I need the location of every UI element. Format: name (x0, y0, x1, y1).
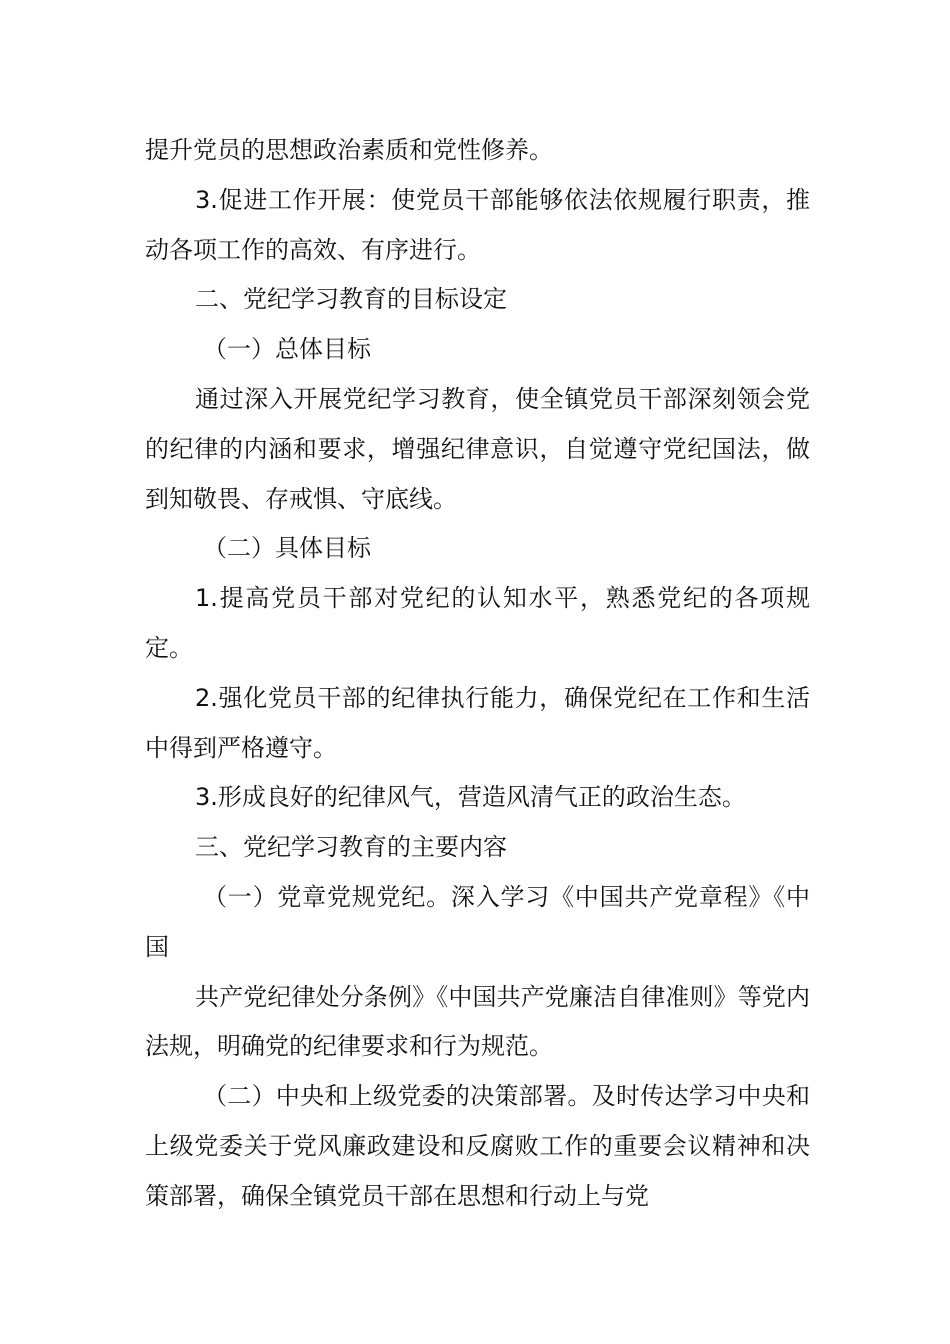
paragraph-purpose-3: 3.促进工作开展：使党员干部能够依法依规履行职责，推动各项工作的高效、有序进行。 (145, 185, 810, 264)
section-heading-2: 二、党纪学习教育的目标设定 (195, 285, 507, 314)
paragraph-goal-3: 3.形成良好的纪律风气，营造风清气正的政治生态。 (195, 783, 746, 812)
paragraph-continuation: 提升党员的思想政治素质和党性修养。 (145, 136, 553, 164)
paragraph-goal-2: 2.强化党员干部的纪律执行能力，确保党纪在工作和生活中得到严格遵守。 (145, 683, 810, 762)
paragraph-overall-goal: 通过深入开展党纪学习教育，使全镇党员干部深刻领会党的纪律的内涵和要求，增强纪律意识，自觉遵守党纪国法，做到知敬畏、存戒惧、守底线。 (145, 384, 810, 513)
paragraph-content-1: （一）党章党规党纪。深入学习《中国共产党章程》《中国 (145, 882, 810, 961)
paragraph-content-1-cont: 共产党纪律处分条例》《中国共产党廉洁自律准则》等党内法规，明确党的纪律要求和行为规范。 (145, 982, 810, 1061)
section-heading-3: 三、党纪学习教育的主要内容 (195, 833, 507, 862)
document-body (145, 126, 810, 1222)
subsection-heading-specific-goals: （二）具体目标 (203, 534, 371, 563)
paragraph-goal-1: 1.提高党员干部对党纪的认知水平，熟悉党纪的各项规定。 (145, 584, 810, 662)
subsection-heading-overall-goal: （一）总体目标 (203, 335, 371, 364)
paragraph-content-2: （二）中央和上级党委的决策部署。及时传达学习中央和上级党委关于党风廉政建设和反腐败工作的重要会议精神和决策部署，确保全镇党员干部在思想和行动上与党 (145, 1082, 810, 1210)
